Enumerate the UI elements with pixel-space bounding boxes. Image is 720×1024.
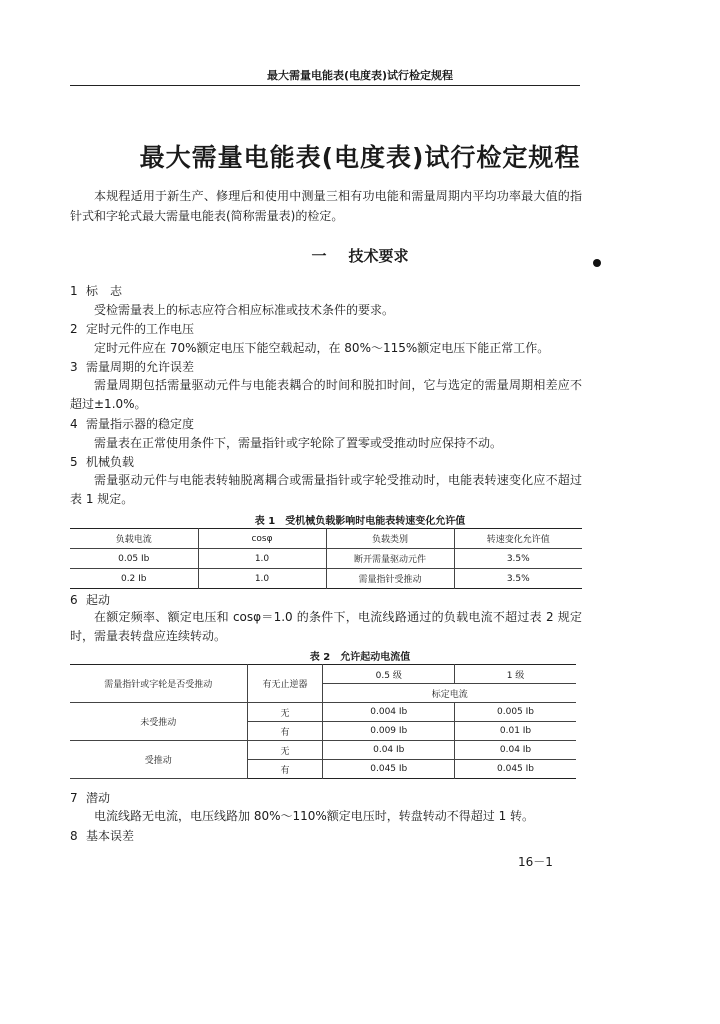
item-heading: 8 基本误差 xyxy=(70,829,135,843)
table-cell: 无 xyxy=(247,741,323,760)
table-cell: 0.005 Ib xyxy=(455,703,576,722)
running-header: 最大需量电能表(电度表)试行检定规程 xyxy=(266,69,454,82)
table-row xyxy=(70,741,576,760)
section-number: 一 xyxy=(311,247,327,265)
table-header-cell: 负载电流 xyxy=(70,529,198,549)
item-heading: 4 需量指示器的稳定度 xyxy=(70,417,195,431)
table-cell: 未受推动 xyxy=(70,703,247,741)
item-text: 需量周期包括需量驱动元件与电能表耦合的时间和脱扣时间，它与选定的需量周期相差应不超过±1.0%。 xyxy=(70,378,582,411)
table-cell: 受推动 xyxy=(70,741,247,779)
table-cell: 0.045 Ib xyxy=(323,760,455,779)
document-title: 最大需量电能表(电度表)试行检定规程 xyxy=(139,143,581,172)
table-header-cell: 0.5 级 xyxy=(323,665,455,684)
table-cell: 有 xyxy=(247,760,323,779)
table1-caption: 表 1 受机械负载影响时电能表转速变化允许值 xyxy=(254,516,466,527)
item-heading: 2 定时元件的工作电压 xyxy=(70,322,195,336)
table-cell: 有 xyxy=(247,722,323,741)
section-heading xyxy=(0,245,720,266)
table-cell: 3.5% xyxy=(454,549,582,569)
table-cell: 0.05 Ib xyxy=(70,549,198,569)
item-heading: 1 标 志 xyxy=(70,284,123,298)
table-cell: 0.04 Ib xyxy=(323,741,455,760)
table-cell: 3.5% xyxy=(454,569,582,589)
table-cell: 0.004 Ib xyxy=(323,703,455,722)
table-header-row xyxy=(70,665,576,684)
item-heading: 6 起动 xyxy=(70,593,111,607)
table-header-cell: 有无止逆器 xyxy=(247,665,323,703)
table2 xyxy=(70,664,576,779)
table-row xyxy=(70,569,582,589)
table-cell: 0.045 Ib xyxy=(455,760,576,779)
table-cell: 0.04 Ib xyxy=(455,741,576,760)
item-text: 定时元件应在 70%额定电压下能空载起动，在 80%～115%额定电压下能正常工作。 xyxy=(94,341,550,355)
table-header-cell: 需量指针或字轮是否受推动 xyxy=(70,665,247,703)
header-rule xyxy=(70,85,580,86)
item-text: 受检需量表上的标志应符合相应标准或技术条件的要求。 xyxy=(94,303,395,317)
table-cell: 需量指针受推动 xyxy=(326,569,454,589)
table-header-cell: 负载类别 xyxy=(326,529,454,549)
table-header-cell: 1 级 xyxy=(455,665,576,684)
item-heading: 3 需量周期的允许误差 xyxy=(70,360,195,374)
scan-mark xyxy=(593,259,601,267)
table-header-cell: 转速变化允许值 xyxy=(454,529,582,549)
item-text: 需量驱动元件与电能表转轴脱离耦合或需量指针或字轮受推动时，电能表转速变化应不超过表 1 规定。 xyxy=(70,473,582,506)
table-cell: 断开需量驱动元件 xyxy=(326,549,454,569)
table-row xyxy=(70,549,582,569)
table1 xyxy=(70,528,582,589)
table-cell: 0.2 Ib xyxy=(70,569,198,589)
table-header-cell: 标定电流 xyxy=(323,684,576,703)
table-header-row xyxy=(70,529,582,549)
table-cell: 1.0 xyxy=(198,569,326,589)
table-cell: 1.0 xyxy=(198,549,326,569)
table-cell: 0.01 Ib xyxy=(455,722,576,741)
intro-paragraph: 本规程适用于新生产、修理后和使用中测量三相有功电能和需量周期内平均功率最大值的指针式和字轮式最大需量电能表(简称需量表)的检定。 xyxy=(70,189,582,223)
table2-caption: 表 2 允许起动电流值 xyxy=(309,652,411,663)
item-heading: 5 机械负载 xyxy=(70,455,135,469)
item-heading: 7 潜动 xyxy=(70,791,111,805)
item-text: 电流线路无电流，电压线路加 80%～110%额定电压时，转盘转动不得超过 1 转。 xyxy=(94,809,535,823)
section-title: 技术要求 xyxy=(348,247,409,265)
table-header-cell: cosφ xyxy=(198,529,326,549)
table-row xyxy=(70,703,576,722)
page-number: 16－1 xyxy=(518,855,553,869)
item-text: 需量表在正常使用条件下，需量指针或字轮除了置零或受推动时应保持不动。 xyxy=(94,436,503,450)
item-text: 在额定频率、额定电压和 cosφ＝1.0 的条件下，电流线路通过的负载电流不超过表 2 规定时，需量表转盘应连续转动。 xyxy=(70,610,582,643)
table-cell: 无 xyxy=(247,703,323,722)
table-cell: 0.009 Ib xyxy=(323,722,455,741)
